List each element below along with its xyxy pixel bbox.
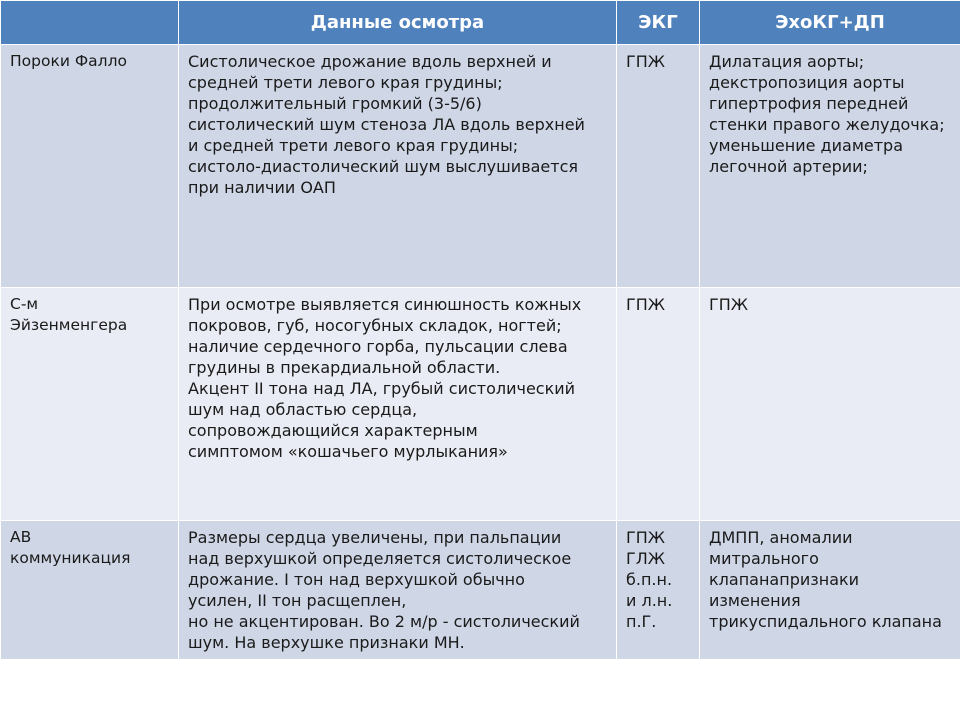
exam-cell (179, 45, 617, 288)
header-exam-data: Данные осмотра (179, 1, 617, 45)
echo-line: ГПЖ (709, 295, 749, 314)
ecg-cell (617, 45, 700, 288)
row-name-line: С-м (10, 295, 39, 313)
ecg-line: и л.н. (626, 591, 673, 610)
exam-line: средней трети левого края грудины; (188, 73, 503, 92)
echo-line: клапанапризнаки (709, 570, 860, 589)
table-row (1, 45, 960, 288)
ecg-cell (617, 288, 700, 521)
echo-line: трикуспидального клапана (709, 612, 942, 631)
exam-line: шум над областью сердца, (188, 400, 418, 419)
exam-line: Систолическое дрожание вдоль верхней и (188, 52, 552, 71)
echo-line: декстропозиция аорты (709, 73, 905, 92)
echo-cell (700, 288, 960, 521)
exam-line: усилен, II тон расщеплен, (188, 591, 407, 610)
exam-line: сопровождающийся характерным (188, 421, 478, 440)
exam-line: наличие сердечного горба, пульсации слева (188, 337, 568, 356)
ecg-line: ГПЖ (626, 295, 666, 314)
exam-line: Акцент II тона над ЛА, грубый систолический (188, 379, 576, 398)
echo-cell (700, 45, 960, 288)
echo-cell (700, 521, 960, 660)
header-echo: ЭхоКГ+ДП (700, 1, 960, 45)
row-name-line: Пороки Фалло (10, 52, 127, 70)
row-name-cell (1, 45, 179, 288)
echo-line: уменьшение диаметра (709, 136, 904, 155)
exam-line: дрожание. I тон над верхушкой обычно (188, 570, 525, 589)
exam-cell (179, 521, 617, 660)
row-name-line: Эйзенменгера (10, 316, 128, 334)
table-header-row (1, 1, 960, 45)
echo-line: Дилатация аорты; (709, 52, 865, 71)
exam-line: систолический шум стеноза ЛА вдоль верхней (188, 115, 585, 134)
row-name-line: коммуникация (10, 549, 131, 567)
exam-cell (179, 288, 617, 521)
exam-line: симптомом «кошачьего мурлыкания» (188, 442, 508, 461)
exam-line: При осмотре выявляется синюшность кожных (188, 295, 582, 314)
ecg-line: ГЛЖ (626, 549, 666, 568)
exam-line: грудины в прекардиальной области. (188, 358, 501, 377)
exam-line: над верхушкой определяется систолическое (188, 549, 572, 568)
row-name-cell (1, 288, 179, 521)
ecg-line: б.п.н. (626, 570, 673, 589)
header-ecg: ЭКГ (617, 1, 700, 45)
exam-line: систоло-диастолический шум выслушивается (188, 157, 579, 176)
ecg-line: п.Г. (626, 612, 657, 631)
table-row (1, 521, 960, 660)
row-name-line: АВ (10, 528, 32, 546)
echo-line: митрального (709, 549, 819, 568)
echo-line: гипертрофия передней (709, 94, 909, 113)
header-empty (1, 1, 179, 45)
ecg-cell (617, 521, 700, 660)
exam-line: Размеры сердца увеличены, при пальпации (188, 528, 562, 547)
exam-line: и средней трети левого края грудины; (188, 136, 519, 155)
echo-line: стенки правого желудочка; (709, 115, 945, 134)
exam-line: при наличии ОАП (188, 178, 336, 197)
table-row (1, 288, 960, 521)
exam-line: продолжительный громкий (3-5/6) (188, 94, 482, 113)
ecg-line: ГПЖ (626, 52, 666, 71)
ecg-line: ГПЖ (626, 528, 666, 547)
row-name-cell (1, 521, 179, 660)
echo-line: ДМПП, аномалии (709, 528, 853, 547)
echo-line: легочной артерии; (709, 157, 868, 176)
exam-line: покровов, губ, носогубных складок, ногтей; (188, 316, 562, 335)
exam-line: шум. На верхушке признаки МН. (188, 633, 465, 652)
echo-line: изменения (709, 591, 801, 610)
exam-line: но не акцентирован. Во 2 м/р - систолический (188, 612, 580, 631)
